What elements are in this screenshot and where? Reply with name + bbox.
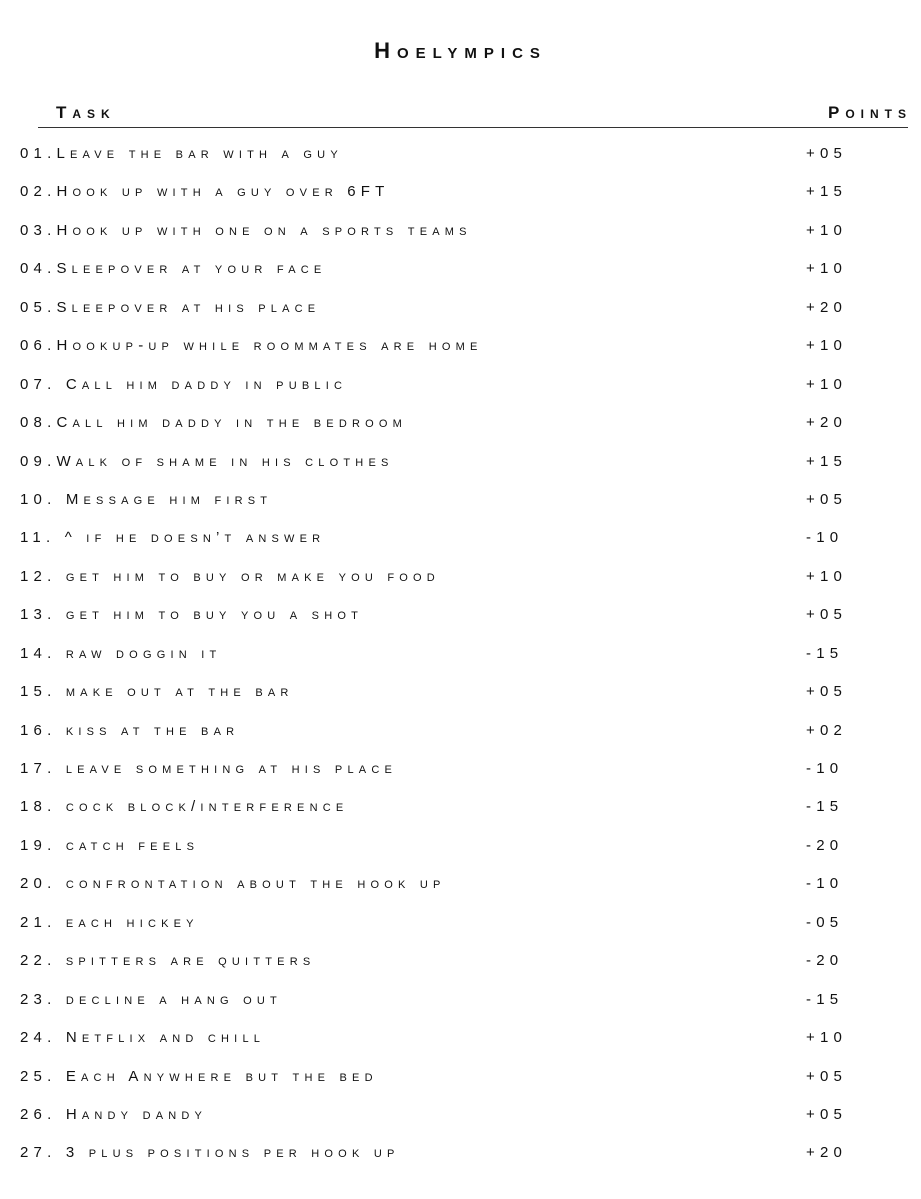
points-value: +15 [806, 183, 848, 201]
points-value: -10 [806, 760, 844, 777]
task-text: 08.Call him daddy in the bedroom [20, 414, 407, 432]
points-value: +05 [806, 490, 848, 508]
task-text: 03.Hook up with one on a sports teams [20, 221, 472, 239]
points-value: +05 [806, 1105, 848, 1123]
points-value: -20 [806, 836, 844, 854]
table-row [0, 640, 921, 678]
points-value: +05 [806, 683, 848, 701]
task-text: 23. decline a hang out [20, 990, 282, 1008]
task-text: 10. Message him first [20, 490, 273, 508]
task-text: 13. get him to buy you a shot [20, 606, 364, 624]
table-row [0, 793, 921, 831]
points-value: +20 [806, 414, 848, 432]
task-text: 04.Sleepover at your face [20, 260, 327, 278]
task-column-header: Task [56, 103, 116, 122]
table-row [0, 678, 921, 716]
table-header [38, 103, 912, 128]
table-row [0, 486, 921, 524]
table-row [0, 755, 921, 793]
table-row [0, 832, 921, 870]
task-text: 22. spitters are quitters [20, 952, 316, 970]
table-row [0, 255, 921, 293]
points-value: -15 [806, 644, 844, 662]
points-value: +05 [806, 1067, 848, 1085]
table-row [0, 140, 921, 178]
points-value: -05 [806, 913, 844, 931]
task-text: 15. make out at the bar [20, 683, 294, 701]
task-text: 16. kiss at the bar [20, 721, 240, 739]
task-text: 06.Hookup-up while roommates are home [20, 337, 483, 355]
table-row [0, 563, 921, 601]
task-list [0, 140, 921, 1178]
table-row [0, 601, 921, 639]
table-row [0, 947, 921, 985]
table-row [0, 524, 921, 562]
table-row [0, 1024, 921, 1062]
table-row [0, 717, 921, 755]
points-value: +10 [806, 375, 848, 393]
table-row [0, 1139, 921, 1177]
table-row [0, 409, 921, 447]
task-text: 21. each hickey [20, 913, 199, 931]
task-text: 19. catch feels [20, 836, 200, 854]
points-value: -15 [806, 990, 844, 1008]
table-row [0, 217, 921, 255]
points-value: +20 [806, 298, 848, 316]
task-text: 01.Leave the bar with a guy [20, 145, 343, 162]
points-value: +10 [806, 1029, 848, 1047]
points-column-header: Points [827, 103, 912, 122]
task-text: 11. ^ if he doesn’t answer [20, 529, 326, 547]
task-text: 14. raw doggin it [20, 644, 222, 662]
points-value: -10 [806, 529, 844, 547]
task-text: 02.Hook up with a guy over 6FT [20, 183, 390, 201]
points-value: +10 [806, 260, 848, 278]
page-title: Hoelympics [374, 38, 547, 63]
task-text: 25. Each Anywhere but the bed [20, 1067, 378, 1085]
task-text: 24. Netflix and chill [20, 1029, 266, 1047]
task-text: 09.Walk of shame in his clothes [20, 452, 394, 470]
table-row [0, 371, 921, 409]
table-row [0, 448, 921, 486]
table-row [0, 1063, 921, 1101]
table-row [0, 909, 921, 947]
table-row [0, 332, 921, 370]
task-text: 20. confrontation about the hook up [20, 875, 446, 893]
points-value: -10 [806, 875, 844, 893]
points-value: +20 [806, 1144, 848, 1162]
table-row [0, 294, 921, 332]
points-value: -15 [806, 798, 844, 816]
task-text: 26. Handy dandy [20, 1105, 208, 1123]
table-row [0, 870, 921, 908]
table-row [0, 178, 921, 216]
points-value: +05 [806, 145, 848, 162]
points-value: +05 [806, 606, 848, 624]
task-text: 17. leave something at his place [20, 760, 397, 777]
task-text: 27. 3 plus positions per hook up [20, 1144, 400, 1162]
table-row [0, 986, 921, 1024]
points-value: +10 [806, 337, 848, 355]
points-value: -20 [806, 952, 844, 970]
task-text: 18. cock block/interference [20, 798, 349, 816]
points-value: +10 [806, 567, 848, 585]
points-value: +02 [806, 721, 848, 739]
task-text: 07. Call him daddy in public [20, 375, 348, 393]
points-value: +15 [806, 452, 848, 470]
table-row [0, 1101, 921, 1139]
task-text: 12. get him to buy or make you food [20, 567, 440, 585]
task-text: 05.Sleepover at his place [20, 298, 321, 316]
points-value: +10 [806, 221, 848, 239]
